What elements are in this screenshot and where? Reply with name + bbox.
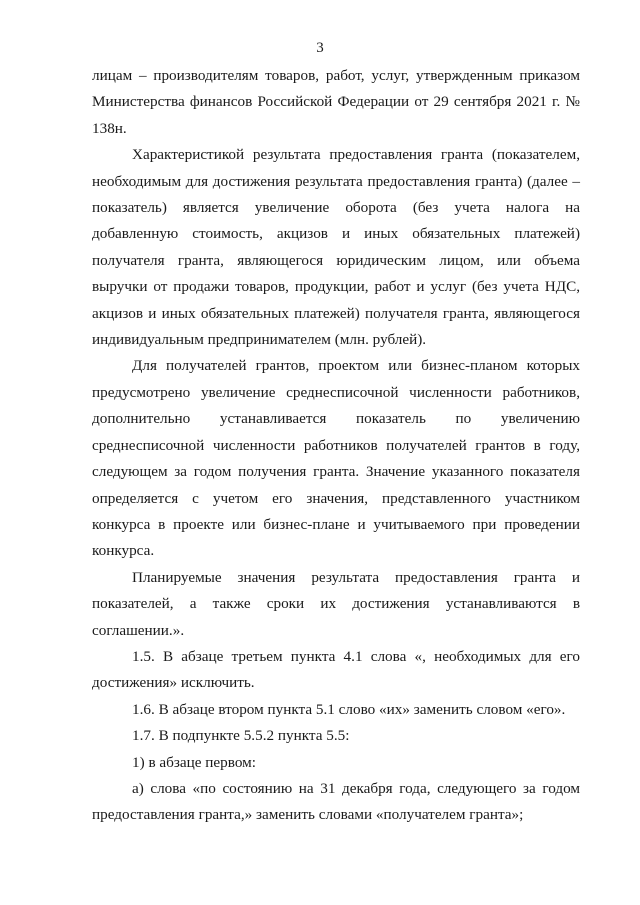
paragraph-item-1-5: 1.5. В абзаце третьем пункта 4.1 слова «, необходимых для его достижения» исключить. — [92, 647, 580, 692]
document-body — [92, 63, 580, 829]
paragraph-item-1-6: 1.6. В абзаце втором пункта 5.1 слово «их» заменить словом «его». — [132, 700, 566, 718]
paragraph-indicator-definition: Характеристикой результата предоставления гранта (показателем, необходимым для достижения результата предоставления гранта) (далее – показатель) является увеличение оборота (без учета налога на добавленную стоимость, акцизов и иных обязательных платежей) получателя гранта, являющегося юридическим лицом, или объема выручки от продажи товаров, продукции, работ и услуг (без учета НДС, акцизов и иных обязательных платежей) получателя гранта, являющегося индивидуальным предпринимателем (млн. рублей). — [92, 146, 580, 349]
paragraph-employee-indicator: Для получателей грантов, проектом или бизнес-планом которых предусмотрено увеличение среднесписочной численности работников, дополнительно устанавливается показатель по увеличению среднесписочной численности работников получателей грантов в году, следующем за годом получения гранта. Значение указанного показателя определяется с учетом его значения, представленного участником конкурса в проекте или бизнес-плане и учитываемого при проведении конкурса. — [92, 357, 580, 560]
paragraph-subitem-1: 1) в абзаце первом: — [132, 753, 256, 771]
paragraph-subitem-a: а) слова «по состоянию на 31 декабря года, следующего за годом предоставления гранта,» заменить словами «получателем гранта»; — [92, 779, 580, 824]
paragraph-item-1-7: 1.7. В подпункте 5.5.2 пункта 5.5: — [132, 727, 350, 745]
paragraph-planned-values: Планируемые значения результата предоставления гранта и показателей, а также сроки их достижения устанавливаются в соглашении.». — [92, 568, 580, 639]
page-number: 3 — [316, 40, 324, 56]
paragraph-continuation: лицам – производителям товаров, работ, услуг, утвержденным приказом Министерства финансов Российской Федерации от 29 сентября 2021 г. № 138н. — [92, 67, 580, 137]
